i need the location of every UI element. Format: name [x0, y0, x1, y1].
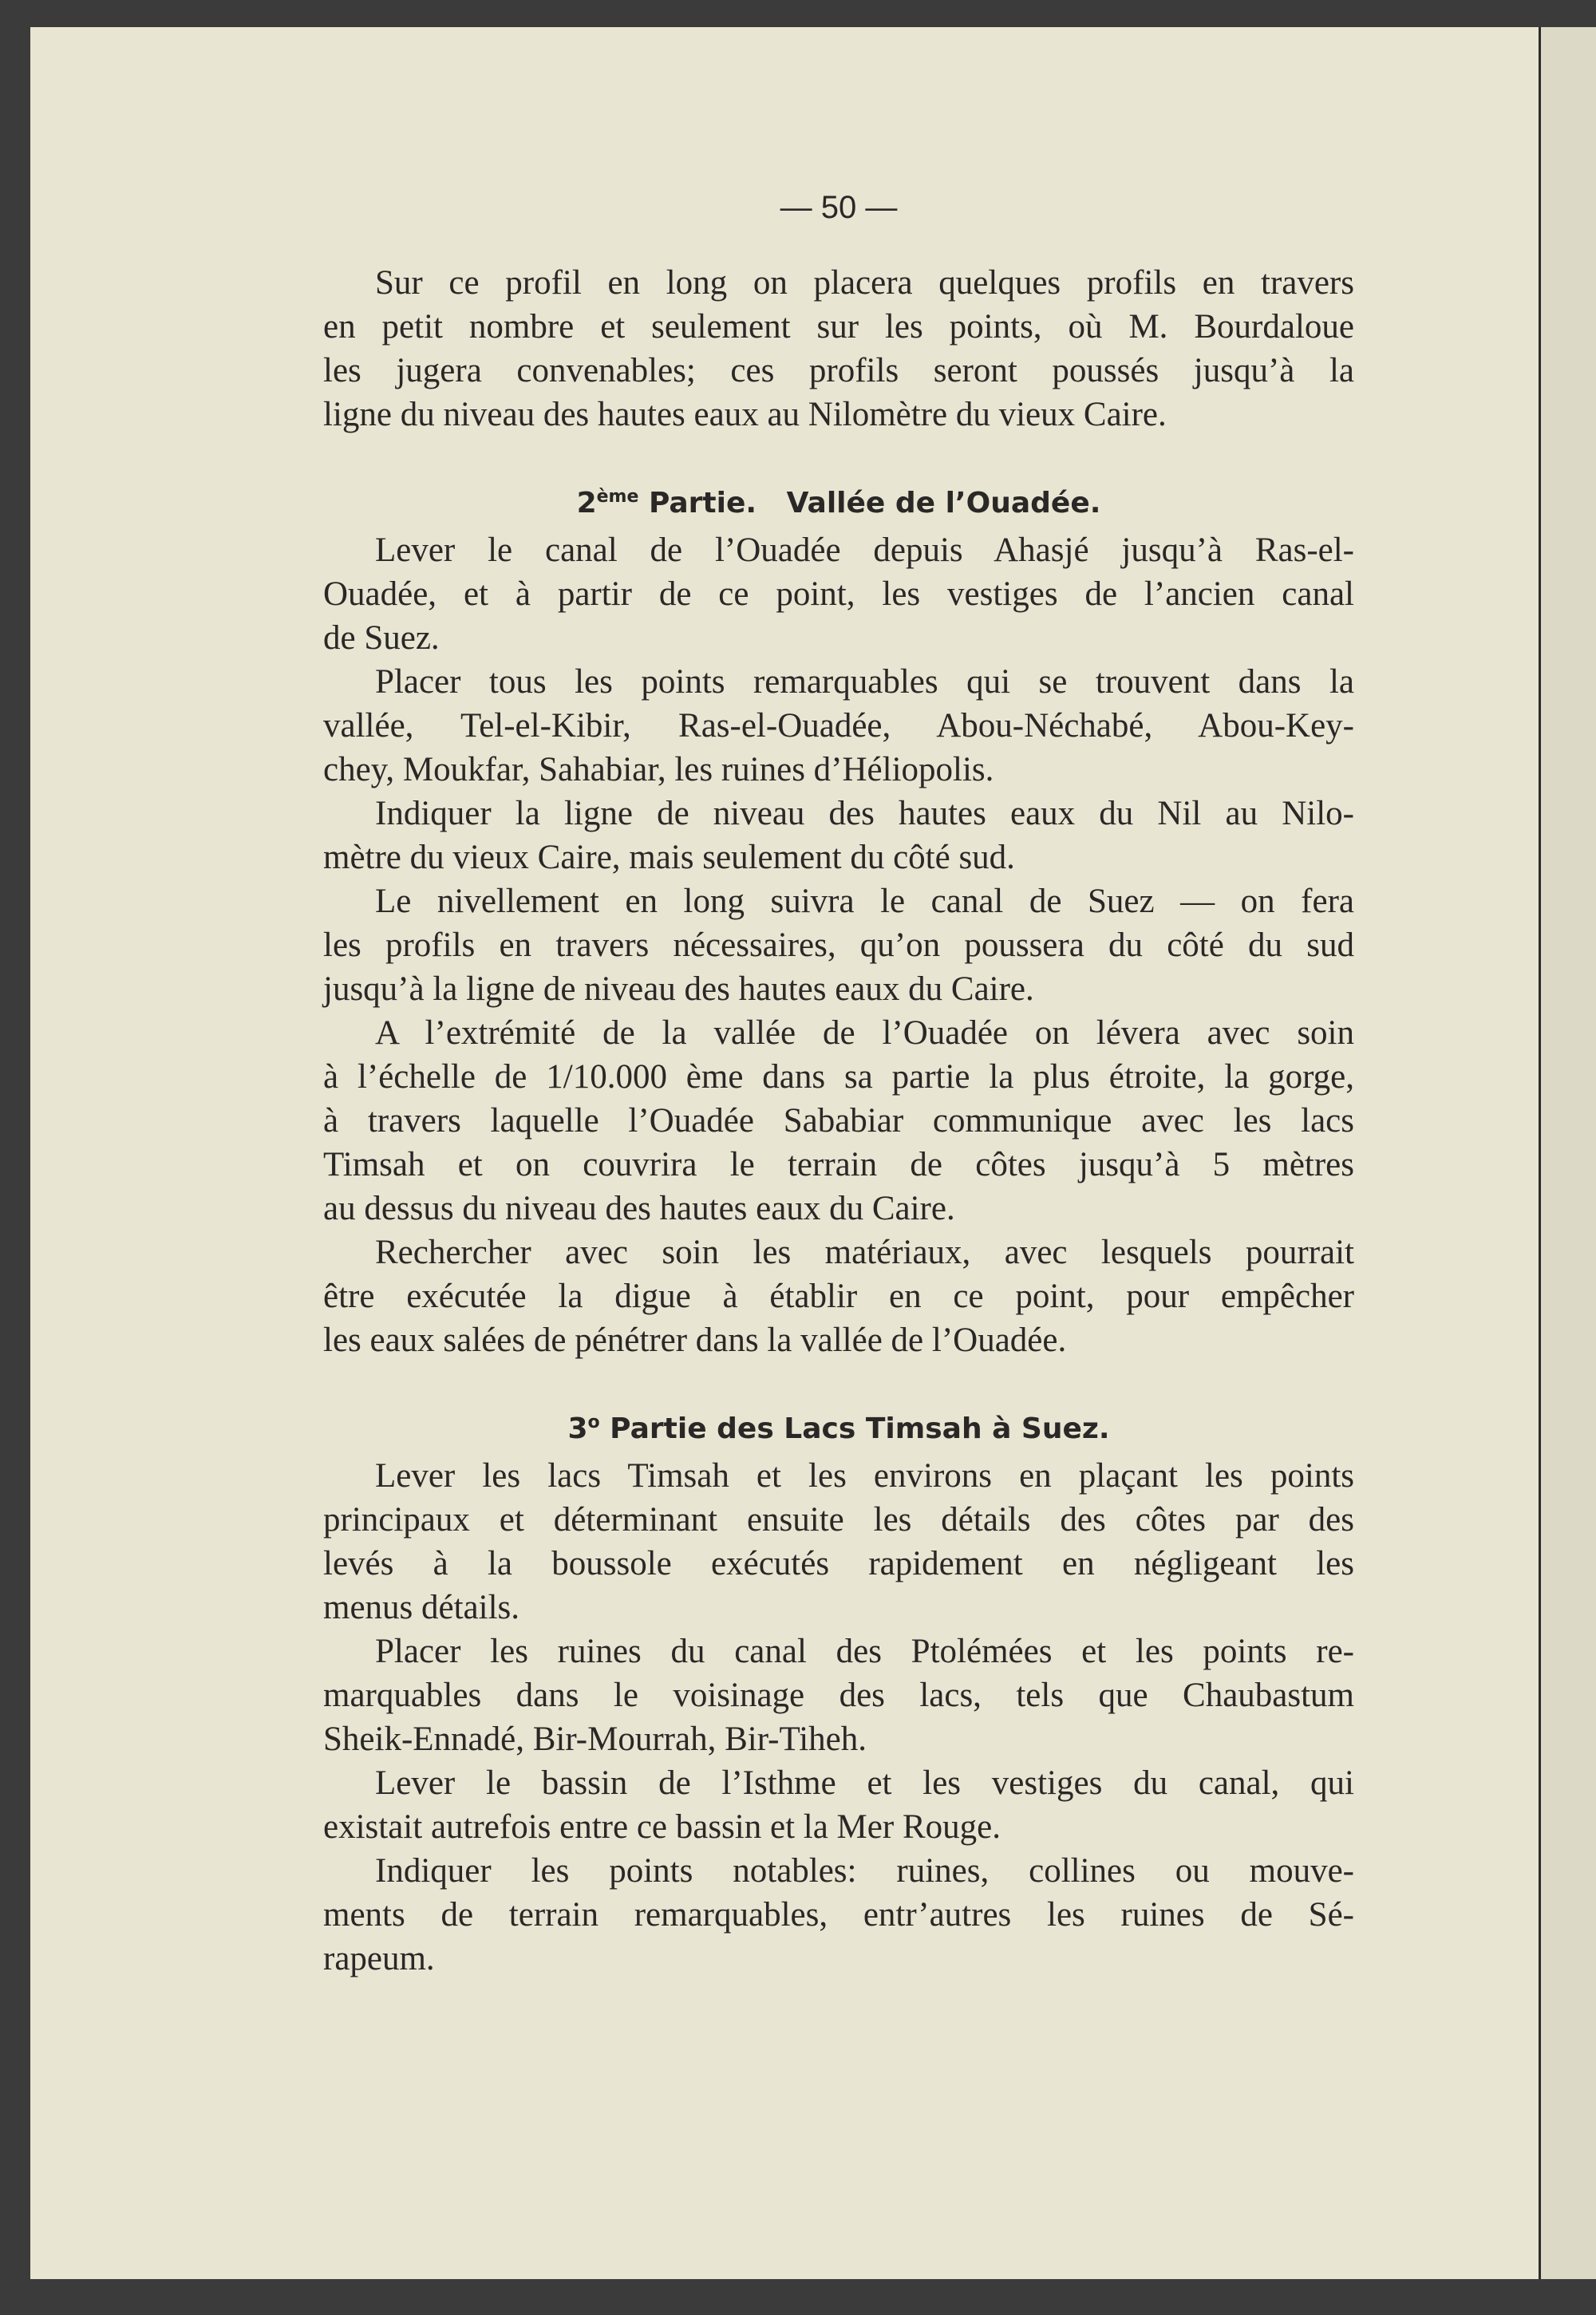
text-line: Sur ce profil en long on placera quelques profils en travers — [375, 264, 1354, 302]
page-number: — 50 — — [780, 190, 898, 225]
text-line: jusqu’à la ligne de niveau des hautes eaux du Caire. — [323, 970, 1034, 1008]
text-line: Lever les lacs Timsah et les environs en plaçant les points — [375, 1457, 1354, 1495]
text-line: existait autrefois entre ce bassin et la Mer Rouge. — [323, 1808, 1001, 1846]
text-line: à travers laquelle l’Ouadée Sababiar communique avec les lacs — [323, 1102, 1354, 1140]
text-line: les jugera convenables; ces profils seront poussés jusqu’à la — [323, 352, 1354, 389]
text-line: A l’extrémité de la vallée de l’Ouadée on lévera avec soin — [375, 1014, 1354, 1052]
text-line: Timsah et on couvrira le terrain de côtes jusqu’à 5 mètres — [323, 1146, 1354, 1183]
text-line: Lever le bassin de l’Isthme et les vestiges du canal, qui — [375, 1764, 1354, 1802]
text-line: menus détails. — [323, 1589, 520, 1626]
section-heading — [323, 475, 1354, 526]
section-heading — [323, 1400, 1354, 1452]
text-line: en petit nombre et seulement sur les points, où M. Bourdaloue — [323, 308, 1354, 346]
text-line: Rechercher avec soin les matériaux, avec lesquels pourrait — [375, 1234, 1354, 1271]
text-line: Sheik-Ennadé, Bir-Mourrah, Bir-Tiheh. — [323, 1720, 867, 1758]
text-line: de Suez. — [323, 619, 440, 657]
text-line: Lever le canal de l’Ouadée depuis Ahasjé jusqu’à Ras-el- — [375, 531, 1354, 569]
text-line: Indiquer les points notables: ruines, collines ou mouve- — [375, 1852, 1354, 1890]
text-line: Indiquer la ligne de niveau des hautes eaux du Nil au Nilo- — [375, 795, 1354, 832]
text-line: principaux et déterminant ensuite les détails des côtes par des — [323, 1501, 1354, 1539]
text-line: levés à la boussole exécutés rapidement en négligeant les — [323, 1545, 1354, 1582]
text-line: mètre du vieux Caire, mais seulement du côté sud. — [323, 839, 1015, 876]
text-line: rapeum. — [323, 1940, 435, 1977]
adjacent-page-edge — [1539, 27, 1596, 2279]
heading-ordinal: 2 — [576, 487, 597, 519]
text-line: Ouadée, et à partir de ce point, les vestiges de l’ancien canal — [323, 575, 1354, 613]
text-line: être exécutée la digue à établir en ce point, pour empêcher — [323, 1278, 1354, 1315]
heading-ordinal: 3 — [567, 1412, 588, 1445]
text-line: à l’échelle de 1/10.000 ème dans sa partie la plus étroite, la gorge, — [323, 1058, 1354, 1096]
text-line: marquables dans le voisinage des lacs, tels que Chaubastum — [323, 1677, 1354, 1714]
text-line: les profils en travers nécessaires, qu’on poussera du côté du sud — [323, 926, 1354, 964]
text-line: chey, Moukfar, Sahabiar, les ruines d’Héliopolis. — [323, 751, 994, 788]
text-line: au dessus du niveau des hautes eaux du Caire. — [323, 1190, 955, 1227]
heading-superscript: o — [587, 1412, 600, 1432]
heading-text: Partie. Vallée de l’Ouadée. — [638, 487, 1101, 519]
text-line: Le nivellement en long suivra le canal de Suez — on fera — [375, 883, 1354, 920]
text-line: Placer les ruines du canal des Ptolémées et les points re- — [375, 1633, 1354, 1670]
text-line: ligne du niveau des hautes eaux au Nilomètre du vieux Caire. — [323, 396, 1167, 433]
heading-text: Partie des Lacs Timsah à Suez. — [599, 1412, 1110, 1445]
text-line: Placer tous les points remarquables qui se trouvent dans la — [375, 663, 1354, 701]
text-line: vallée, Tel-el-Kibir, Ras-el-Ouadée, Abou-Néchabé, Abou-Key- — [323, 707, 1354, 745]
text-line: ments de terrain remarquables, entr’autres les ruines de Sé- — [323, 1896, 1354, 1934]
heading-superscript: ème — [596, 487, 639, 507]
text-line: les eaux salées de pénétrer dans la vallée de l’Ouadée. — [323, 1321, 1067, 1359]
